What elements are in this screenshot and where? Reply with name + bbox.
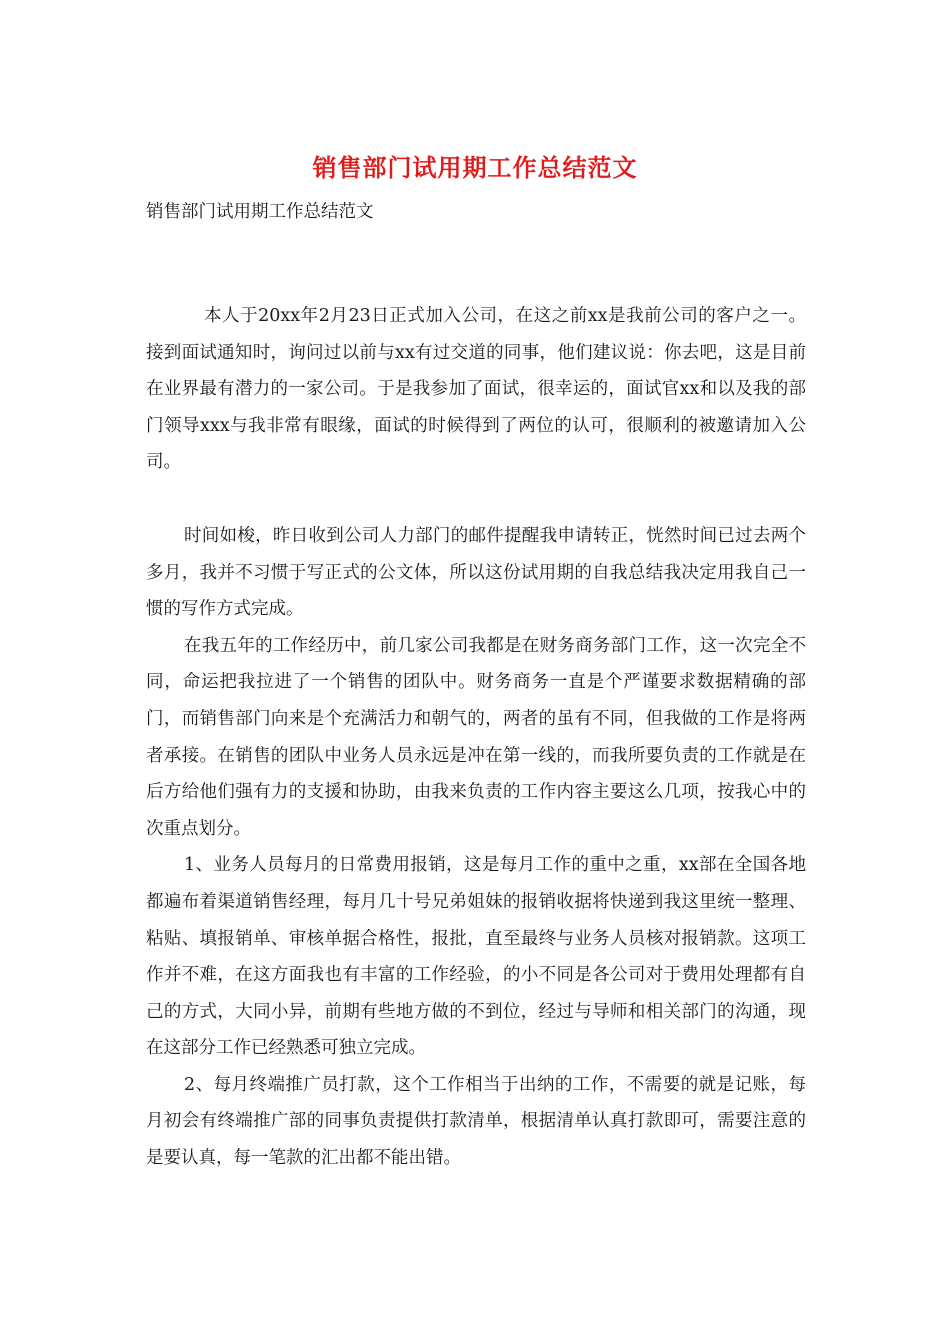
document-title: 销售部门试用期工作总结范文 — [312, 153, 638, 182]
paragraph-probation-reminder: 时间如梭，昨日收到公司人力部门的邮件提醒我申请转正，恍然时间已过去两个多月，我并不习惯于写正式的公文体，所以这份试用期的自我总结我决定用我自己一惯的写作方式完成。 — [146, 525, 806, 620]
paragraph-work-experience: 在我五年的工作经历中，前几家公司我都是在财务商务部门工作，这一次完全不同，命运把我拉进了一个销售的团队中。财务商务一直是个严谨要求数据精确的部门，而销售部门向来是个充满活力和朝气的，两者的虽有不同，但我做的工作是将两者承接。在销售的团队中业务人员永远是冲在第一线的，而我所要负责的工作就是在后方给他们强有力的支援和协助，由我来负责的工作内容主要这么几项，按我心中的次重点划分。 — [146, 635, 806, 839]
document-body — [146, 298, 806, 1177]
document-subtitle: 销售部门试用期工作总结范文 — [146, 202, 374, 222]
paragraph-intro: 本人于20xx年2月23日正式加入公司，在这之前xx是我前公司的客户之一。接到面试通知时，询问过以前与xx有过交道的同事，他们建议说：你去吧，这是目前在业界最有潜力的一家公司。于是我参加了面试，很幸运的，面试官xx和以及我的部门领导xxx与我非常有眼缘，面试的时候得到了两位的认可，很顺利的被邀请加入公司。 — [146, 306, 806, 473]
paragraph-spacer — [146, 481, 806, 518]
paragraph-item-2: 2、每月终端推广员打款，这个工作相当于出纳的工作，不需要的就是记账，每月初会有终端推广部的同事负责提供打款清单，根据清单认真打款即可，需要注意的是要认真，每一笔款的汇出都不能出错。 — [146, 1074, 806, 1169]
paragraph-item-1: 1、业务人员每月的日常费用报销，这是每月工作的重中之重，xx部在全国各地都遍布着渠道销售经理，每月几十号兄弟姐妹的报销收据将快递到我这里统一整理、粘贴、填报销单、审核单据合格性，报批，直至最终与业务人员核对报销款。这项工作并不难，在这方面我也有丰富的工作经验，的小不同是各公司对于费用处理都有自己的方式，大同小异，前期有些地方做的不到位，经过与导师和相关部门的沟通，现在这部分工作已经熟悉可独立完成。 — [146, 855, 806, 1059]
